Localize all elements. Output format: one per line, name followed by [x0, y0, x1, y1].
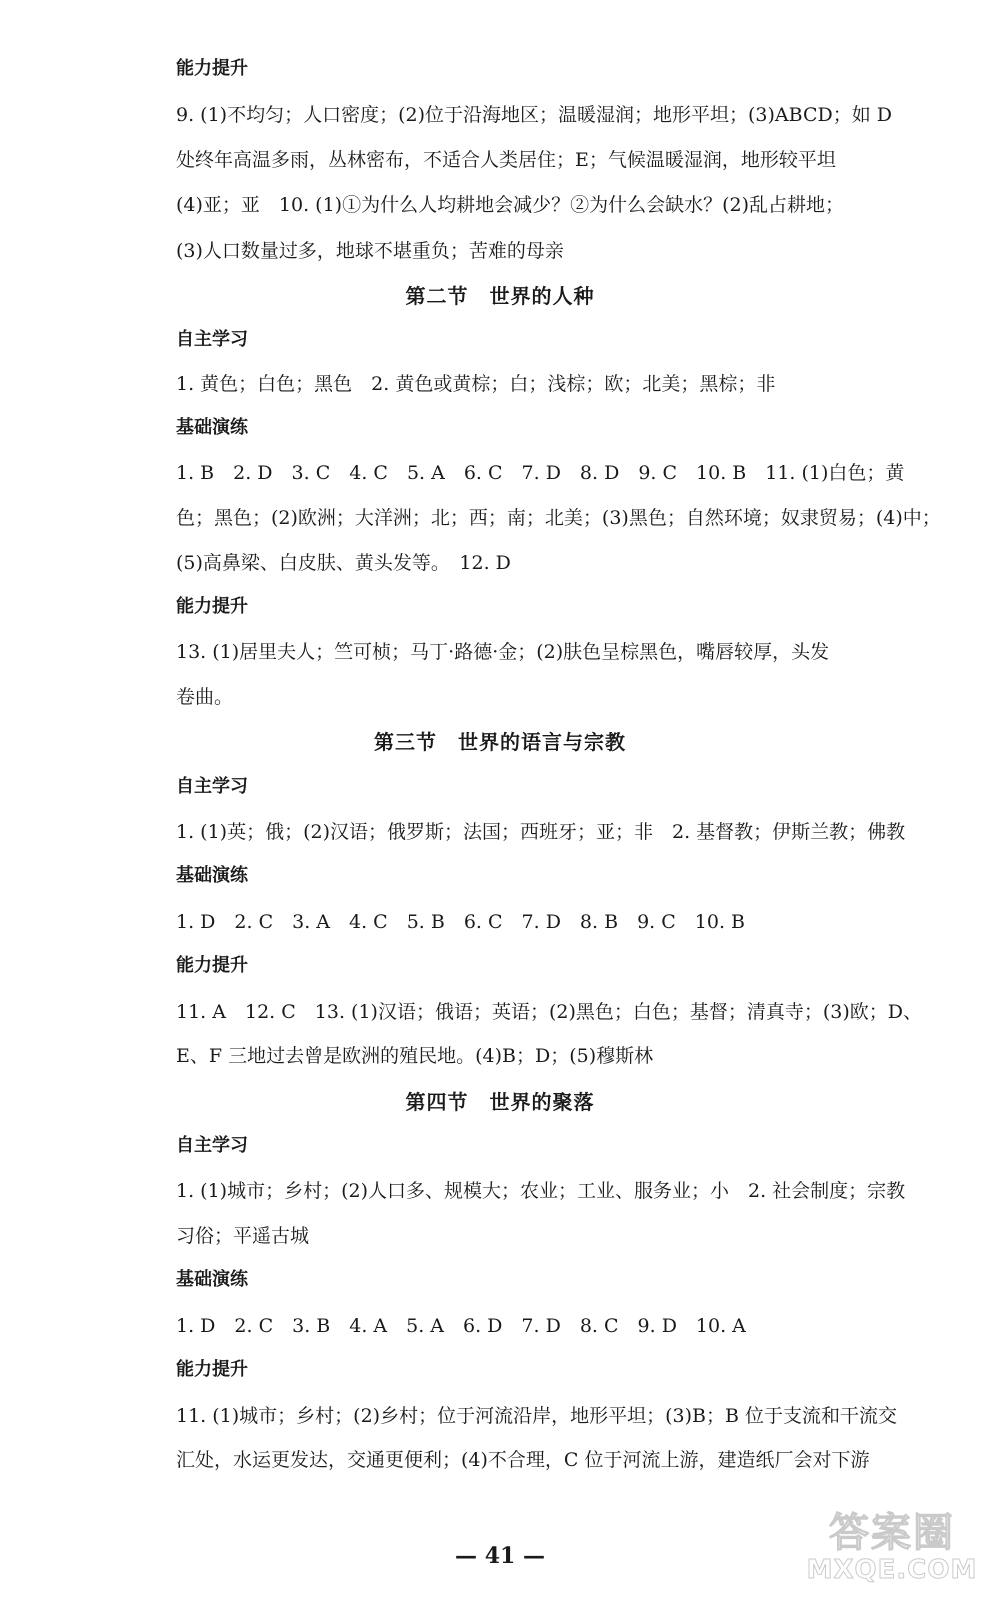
section-label-ability: 能力提升 — [176, 955, 248, 976]
answer-line: 1. B 2. D 3. C 4. C 5. A 6. C 7. D 8. D 9. C 10. B 11. (1)白色；黄 — [176, 462, 905, 484]
answer-line: (4)亚；亚 10. (1)①为什么人均耕地会减少？②为什么会缺水？(2)乱占耕地； — [176, 194, 844, 216]
answer-line: (5)高鼻梁、白皮肤、黄头发等。 12. D — [176, 552, 511, 574]
section-label-basic: 基础演练 — [176, 865, 248, 886]
answer-line: 11. A 12. C 13. (1)汉语；俄语；英语；(2)黑色；白色；基督；清真寺；(3)欧；D、 — [176, 1001, 923, 1023]
section-label-basic: 基础演练 — [176, 1269, 248, 1290]
answer-line: 1. D 2. C 3. A 4. C 5. B 6. C 7. D 8. B 9. C 10. B — [176, 911, 745, 933]
watermark-logo — [792, 1502, 992, 1594]
answer-line: 色；黑色；(2)欧洲；大洋洲；北；西；南；北美；(3)黑色；自然环境；奴隶贸易；(4)中； — [176, 507, 941, 529]
section-label-self-study: 自主学习 — [176, 1135, 248, 1156]
answer-line: 卷曲。 — [176, 686, 234, 708]
answer-line: 1. (1)城市；乡村；(2)人口多、规模大；农业；工业、服务业；小 2. 社会制度；宗教 — [176, 1180, 906, 1202]
watermark-url: MXQE.COM — [806, 1555, 978, 1585]
answer-line: 习俗；平遥古城 — [176, 1225, 310, 1247]
section-label-basic: 基础演练 — [176, 417, 248, 438]
answer-line: 1. (1)英；俄；(2)汉语；俄罗斯；法国；西班牙；亚；非 2. 基督教；伊斯兰教；佛教 — [176, 821, 906, 843]
section-heading: 第三节 世界的语言与宗教 — [374, 730, 626, 754]
answer-line: 11. (1)城市；乡村；(2)乡村；位于河流沿岸，地形平坦；(3)B；B 位于支流和干流交 — [176, 1405, 897, 1427]
answer-line: 1. D 2. C 3. B 4. A 5. A 6. D 7. D 8. C 9. D 10. A — [176, 1315, 746, 1337]
section-label-self-study: 自主学习 — [176, 329, 248, 350]
section-label-ability: 能力提升 — [176, 58, 248, 79]
answer-line: 1. 黄色；白色；黑色 2. 黄色或黄棕；白；浅棕；欧；北美；黑棕；非 — [176, 373, 776, 395]
section-label-ability: 能力提升 — [176, 1359, 248, 1380]
section-heading: 第二节 世界的人种 — [405, 284, 595, 308]
section-heading: 第四节 世界的聚落 — [405, 1090, 595, 1114]
answer-line: (3)人口数量过多，地球不堪重负；苦难的母亲 — [176, 240, 564, 262]
answer-line: 处终年高温多雨，丛林密布，不适合人类居住；E；气候温暖湿润，地形较平坦 — [176, 149, 836, 171]
answer-line: 9. (1)不均匀；人口密度；(2)位于沿海地区；温暖湿润；地形平坦；(3)ABCD；如 D — [176, 104, 892, 126]
answer-line: E、F 三地过去曾是欧洲的殖民地。(4)B；D；(5)穆斯林 — [176, 1045, 654, 1067]
page-number: — 41 — — [455, 1543, 545, 1569]
section-label-ability: 能力提升 — [176, 596, 248, 617]
answer-line: 汇处，水运更发达，交通更便利；(4)不合理，C 位于河流上游，建造纸厂会对下游 — [176, 1449, 870, 1471]
section-label-self-study: 自主学习 — [176, 776, 248, 797]
answer-line: 13. (1)居里夫人；竺可桢；马丁·路德·金；(2)肤色呈棕黑色，嘴唇较厚，头发 — [176, 641, 830, 663]
watermark-text: 答案圈 — [829, 1510, 955, 1556]
